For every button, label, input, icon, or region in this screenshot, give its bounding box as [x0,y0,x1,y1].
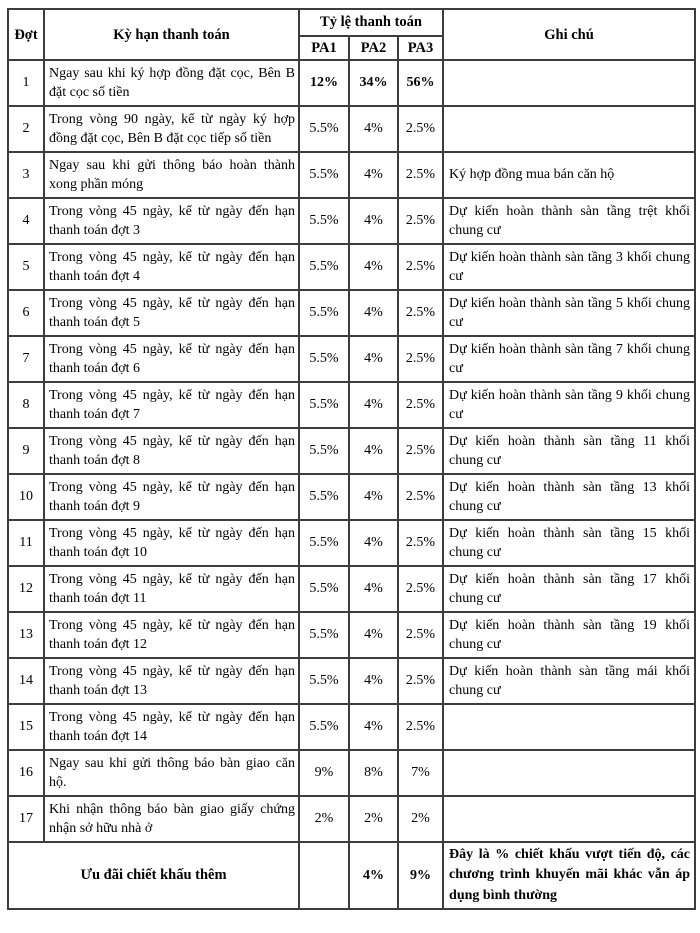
col-header-ky-han: Kỳ hạn thanh toán [44,9,299,60]
row-payment-term: Trong vòng 45 ngày, kể từ ngày đến hạn thanh toán đợt 11 [44,566,299,612]
row-note: Dự kiến hoàn thành sàn tầng 17 khối chung cư [443,566,695,612]
table-row [8,382,695,428]
table-row [8,796,695,842]
row-pa3-value: 2.5% [398,244,443,290]
table-row [8,244,695,290]
table-row [8,474,695,520]
row-note: Dự kiến hoàn thành sàn tầng mái khối chung cư [443,658,695,704]
row-pa1-value: 2% [299,796,349,842]
row-payment-term: Trong vòng 90 ngày, kể từ ngày ký hợp đồng đặt cọc, Bên B đặt cọc tiếp số tiền [44,106,299,152]
row-payment-term: Trong vòng 45 ngày, kể từ ngày đến hạn thanh toán đợt 14 [44,704,299,750]
row-payment-term: Trong vòng 45 ngày, kể từ ngày đến hạn thanh toán đợt 12 [44,612,299,658]
row-pa1-value: 5.5% [299,704,349,750]
table-row [8,428,695,474]
row-installment-number: 11 [8,520,44,566]
row-installment-number: 1 [8,60,44,106]
row-note: Dự kiến hoàn thành sàn tầng 3 khối chung cư [443,244,695,290]
row-pa3-value: 2% [398,796,443,842]
header-row-1 [8,9,695,36]
row-pa1-value: 5.5% [299,658,349,704]
row-pa3-value: 2.5% [398,658,443,704]
col-header-pa1: PA1 [299,36,349,60]
row-installment-number: 3 [8,152,44,198]
row-pa1-value: 5.5% [299,152,349,198]
footer-label: Ưu đãi chiết khấu thêm [8,842,299,909]
row-payment-term: Trong vòng 45 ngày, kể từ ngày đến hạn thanh toán đợt 3 [44,198,299,244]
row-pa2-value: 4% [349,152,398,198]
table-row [8,152,695,198]
table-header [8,9,695,60]
row-note [443,106,695,152]
row-note: Dự kiến hoàn thành sàn tầng 15 khối chung cư [443,520,695,566]
row-pa2-value: 4% [349,336,398,382]
row-installment-number: 15 [8,704,44,750]
row-pa3-value: 2.5% [398,382,443,428]
row-note: Dự kiến hoàn thành sàn tầng 13 khối chung cư [443,474,695,520]
row-note: Dự kiến hoàn thành sàn tầng 5 khối chung cư [443,290,695,336]
row-note: Dự kiến hoàn thành sàn tầng 19 khối chung cư [443,612,695,658]
table-body [8,60,695,842]
row-installment-number: 13 [8,612,44,658]
row-payment-term: Trong vòng 45 ngày, kể từ ngày đến hạn thanh toán đợt 10 [44,520,299,566]
row-payment-term: Trong vòng 45 ngày, kể từ ngày đến hạn thanh toán đợt 7 [44,382,299,428]
footer-pa3-value: 9% [398,842,443,909]
row-pa3-value: 2.5% [398,474,443,520]
row-pa1-value: 5.5% [299,520,349,566]
row-pa3-value: 7% [398,750,443,796]
table-row [8,566,695,612]
row-pa3-value: 56% [398,60,443,106]
row-payment-term: Khi nhận thông báo bàn giao giấy chứng nhận sở hữu nhà ở [44,796,299,842]
row-pa2-value: 4% [349,198,398,244]
row-note: Ký hợp đồng mua bán căn hộ [443,152,695,198]
row-pa1-value: 5.5% [299,106,349,152]
col-header-pa2: PA2 [349,36,398,60]
table-row [8,60,695,106]
row-note: Dự kiến hoàn thành sàn tầng 7 khối chung cư [443,336,695,382]
row-pa3-value: 2.5% [398,152,443,198]
row-pa2-value: 4% [349,106,398,152]
row-payment-term: Trong vòng 45 ngày, kể từ ngày đến hạn thanh toán đợt 8 [44,428,299,474]
row-installment-number: 16 [8,750,44,796]
col-header-dot: Đợt [8,9,44,60]
row-payment-term: Trong vòng 45 ngày, kể từ ngày đến hạn thanh toán đợt 6 [44,336,299,382]
row-pa2-value: 4% [349,520,398,566]
row-pa1-value: 9% [299,750,349,796]
table-row [8,750,695,796]
row-payment-term: Trong vòng 45 ngày, kể từ ngày đến hạn thanh toán đợt 9 [44,474,299,520]
row-pa1-value: 5.5% [299,566,349,612]
row-pa2-value: 4% [349,612,398,658]
row-installment-number: 5 [8,244,44,290]
row-installment-number: 4 [8,198,44,244]
row-installment-number: 12 [8,566,44,612]
table-row [8,106,695,152]
payment-schedule-table [7,8,696,910]
row-payment-term: Ngay sau khi gửi thông báo bàn giao căn hộ. [44,750,299,796]
row-pa2-value: 4% [349,658,398,704]
row-note [443,796,695,842]
row-installment-number: 9 [8,428,44,474]
footer-row [8,842,695,909]
row-installment-number: 2 [8,106,44,152]
row-note: Dự kiến hoàn thành sàn tầng 9 khối chung cư [443,382,695,428]
col-header-ty-le: Tỷ lệ thanh toán [299,9,443,36]
row-pa1-value: 5.5% [299,336,349,382]
row-pa2-value: 4% [349,382,398,428]
row-pa2-value: 4% [349,290,398,336]
row-pa3-value: 2.5% [398,428,443,474]
row-pa1-value: 5.5% [299,474,349,520]
table-row [8,336,695,382]
row-pa3-value: 2.5% [398,336,443,382]
row-payment-term: Ngay sau khi gửi thông báo hoàn thành xong phần móng [44,152,299,198]
table-row [8,290,695,336]
table-row [8,612,695,658]
row-pa1-value: 12% [299,60,349,106]
row-installment-number: 6 [8,290,44,336]
row-note [443,750,695,796]
row-pa1-value: 5.5% [299,198,349,244]
row-pa1-value: 5.5% [299,382,349,428]
row-pa2-value: 4% [349,244,398,290]
row-pa3-value: 2.5% [398,704,443,750]
row-pa2-value: 4% [349,428,398,474]
row-note [443,60,695,106]
row-pa3-value: 2.5% [398,106,443,152]
row-pa2-value: 2% [349,796,398,842]
table-row [8,658,695,704]
row-payment-term: Trong vòng 45 ngày, kể từ ngày đến hạn thanh toán đợt 5 [44,290,299,336]
row-pa1-value: 5.5% [299,612,349,658]
row-pa3-value: 2.5% [398,612,443,658]
row-pa3-value: 2.5% [398,290,443,336]
footer-ghi-chu: Đây là % chiết khấu vượt tiến độ, các chương trình khuyến mãi khác vẫn áp dụng bình thường [443,842,695,909]
row-pa3-value: 2.5% [398,198,443,244]
footer-pa2-value: 4% [349,842,398,909]
row-payment-term: Trong vòng 45 ngày, kể từ ngày đến hạn thanh toán đợt 4 [44,244,299,290]
row-pa1-value: 5.5% [299,244,349,290]
table-row [8,704,695,750]
col-header-pa3: PA3 [398,36,443,60]
table-row [8,198,695,244]
row-note: Dự kiến hoàn thành sàn tầng trệt khối chung cư [443,198,695,244]
table-row [8,520,695,566]
row-note: Dự kiến hoàn thành sàn tầng 11 khối chung cư [443,428,695,474]
row-installment-number: 17 [8,796,44,842]
row-payment-term: Ngay sau khi ký hợp đồng đặt cọc, Bên B đặt cọc số tiền [44,60,299,106]
row-pa2-value: 8% [349,750,398,796]
row-installment-number: 14 [8,658,44,704]
row-installment-number: 8 [8,382,44,428]
row-pa1-value: 5.5% [299,428,349,474]
row-pa3-value: 2.5% [398,520,443,566]
row-pa2-value: 4% [349,566,398,612]
footer-pa1-value [299,842,349,909]
row-pa1-value: 5.5% [299,290,349,336]
col-header-ghi-chu: Ghi chú [443,9,695,60]
row-installment-number: 7 [8,336,44,382]
row-pa2-value: 4% [349,474,398,520]
row-payment-term: Trong vòng 45 ngày, kể từ ngày đến hạn thanh toán đợt 13 [44,658,299,704]
row-note [443,704,695,750]
row-pa2-value: 4% [349,704,398,750]
row-pa2-value: 34% [349,60,398,106]
row-pa3-value: 2.5% [398,566,443,612]
table-footer [8,842,695,909]
row-installment-number: 10 [8,474,44,520]
